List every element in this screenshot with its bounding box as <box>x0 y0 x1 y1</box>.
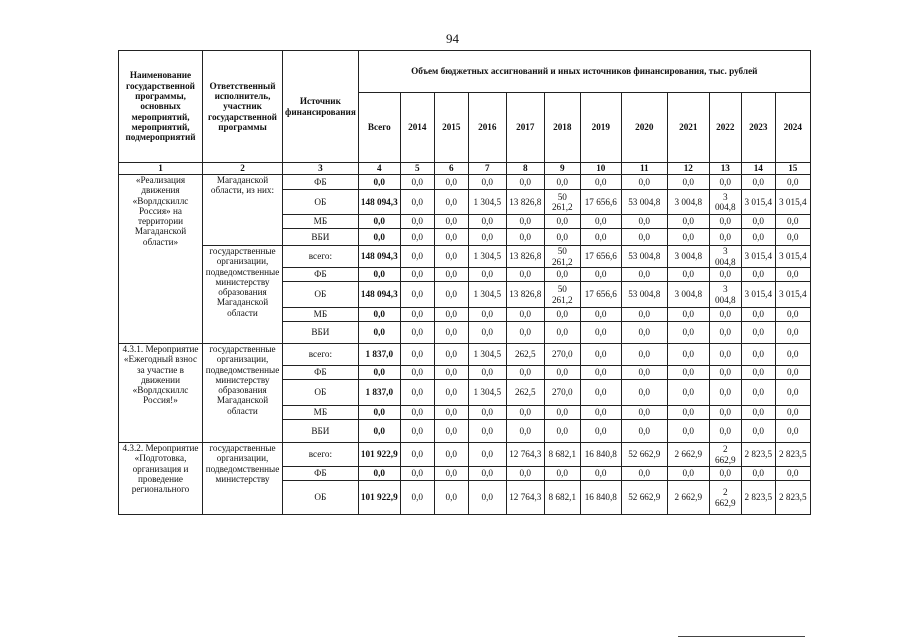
source-cell: ОБ <box>283 380 359 406</box>
value-cell: 0,0 <box>667 215 709 229</box>
value-cell: 0,0 <box>468 467 506 481</box>
table-row <box>119 443 811 467</box>
column-number: 12 <box>667 163 709 175</box>
value-cell: 0,0 <box>468 406 506 420</box>
value-cell: 0,0 <box>775 229 810 246</box>
value-cell: 0,0 <box>775 175 810 190</box>
value-cell: 0,0 <box>434 175 468 190</box>
value-cell: 0,0 <box>621 366 667 380</box>
value-cell: 17 656,6 <box>580 190 621 215</box>
total-cell: 148 094,3 <box>358 282 400 308</box>
value-cell: 1 304,5 <box>468 246 506 268</box>
program-name: 4.3.1. Мероприятие «Ежегодный взнос за участие в движении «Ворлдскиллс Россия!» <box>119 344 203 443</box>
program-name: 4.3.2. Мероприятие «Подготовка, организация и проведение регионального <box>119 443 203 515</box>
year-header: 2017 <box>506 93 544 163</box>
value-cell: 13 826,8 <box>506 190 544 215</box>
value-cell: 13 826,8 <box>506 282 544 308</box>
year-header: 2018 <box>544 93 580 163</box>
column-number: 15 <box>775 163 810 175</box>
value-cell: 0,0 <box>775 268 810 282</box>
column-number: 2 <box>203 163 283 175</box>
value-cell: 0,0 <box>580 215 621 229</box>
value-cell: 2 823,5 <box>741 481 775 515</box>
value-cell: 0,0 <box>544 366 580 380</box>
value-cell: 1 304,5 <box>468 380 506 406</box>
value-cell: 0,0 <box>775 322 810 344</box>
value-cell: 0,0 <box>709 175 741 190</box>
value-cell: 0,0 <box>580 175 621 190</box>
column-number: 10 <box>580 163 621 175</box>
value-cell: 0,0 <box>667 406 709 420</box>
value-cell: 0,0 <box>434 268 468 282</box>
value-cell: 8 682,1 <box>544 443 580 467</box>
value-cell: 0,0 <box>741 215 775 229</box>
total-cell: 0,0 <box>358 406 400 420</box>
total-cell: 0,0 <box>358 229 400 246</box>
value-cell: 262,5 <box>506 380 544 406</box>
value-cell: 0,0 <box>400 481 434 515</box>
source-cell: ВБИ <box>283 229 359 246</box>
value-cell: 0,0 <box>400 406 434 420</box>
value-cell: 3 004,8 <box>709 282 741 308</box>
value-cell: 52 662,9 <box>621 443 667 467</box>
value-cell: 50 261,2 <box>544 190 580 215</box>
value-cell: 0,0 <box>580 420 621 443</box>
value-cell: 0,0 <box>621 322 667 344</box>
column-number: 14 <box>741 163 775 175</box>
value-cell: 0,0 <box>667 344 709 366</box>
value-cell: 3 015,4 <box>741 282 775 308</box>
value-cell: 0,0 <box>434 215 468 229</box>
column-number: 1 <box>119 163 203 175</box>
source-cell: ОБ <box>283 481 359 515</box>
value-cell: 0,0 <box>468 481 506 515</box>
value-cell: 0,0 <box>741 467 775 481</box>
value-cell: 0,0 <box>667 467 709 481</box>
value-cell: 0,0 <box>400 246 434 268</box>
year-header: 2014 <box>400 93 434 163</box>
total-cell: 0,0 <box>358 467 400 481</box>
value-cell: 3 004,8 <box>709 246 741 268</box>
value-cell: 0,0 <box>741 420 775 443</box>
executor-name: Магаданской области, из них: <box>203 175 283 246</box>
value-cell: 0,0 <box>775 308 810 322</box>
column-number: 5 <box>400 163 434 175</box>
total-cell: 0,0 <box>358 268 400 282</box>
value-cell: 0,0 <box>400 420 434 443</box>
value-cell: 0,0 <box>621 420 667 443</box>
value-cell: 0,0 <box>741 406 775 420</box>
value-cell: 0,0 <box>544 175 580 190</box>
total-cell: 1 837,0 <box>358 344 400 366</box>
value-cell: 12 764,3 <box>506 481 544 515</box>
value-cell: 0,0 <box>400 467 434 481</box>
value-cell: 0,0 <box>775 344 810 366</box>
column-number: 13 <box>709 163 741 175</box>
value-cell: 0,0 <box>580 406 621 420</box>
value-cell: 0,0 <box>621 467 667 481</box>
source-cell: МБ <box>283 406 359 420</box>
value-cell: 0,0 <box>667 322 709 344</box>
value-cell: 0,0 <box>621 268 667 282</box>
value-cell: 3 004,8 <box>667 282 709 308</box>
source-cell: ВБИ <box>283 420 359 443</box>
value-cell: 0,0 <box>434 308 468 322</box>
value-cell: 0,0 <box>709 420 741 443</box>
value-cell: 0,0 <box>468 308 506 322</box>
value-cell: 270,0 <box>544 344 580 366</box>
header-volume: Объем бюджетных ассигнований и иных источников финансирования, тыс. рублей <box>358 51 810 93</box>
value-cell: 0,0 <box>468 229 506 246</box>
value-cell: 0,0 <box>544 467 580 481</box>
source-cell: МБ <box>283 308 359 322</box>
value-cell: 0,0 <box>667 420 709 443</box>
value-cell: 0,0 <box>400 322 434 344</box>
column-number: 8 <box>506 163 544 175</box>
year-header: 2015 <box>434 93 468 163</box>
value-cell: 3 015,4 <box>775 246 810 268</box>
year-header: Всего <box>358 93 400 163</box>
total-cell: 0,0 <box>358 322 400 344</box>
value-cell: 0,0 <box>580 366 621 380</box>
value-cell: 1 304,5 <box>468 190 506 215</box>
value-cell: 0,0 <box>709 380 741 406</box>
value-cell: 53 004,8 <box>621 190 667 215</box>
total-cell: 0,0 <box>358 308 400 322</box>
value-cell: 0,0 <box>506 322 544 344</box>
value-cell: 0,0 <box>468 268 506 282</box>
value-cell: 3 015,4 <box>775 190 810 215</box>
value-cell: 0,0 <box>709 406 741 420</box>
value-cell: 13 826,8 <box>506 246 544 268</box>
value-cell: 0,0 <box>580 467 621 481</box>
value-cell: 50 261,2 <box>544 282 580 308</box>
value-cell: 2 662,9 <box>709 443 741 467</box>
value-cell: 0,0 <box>544 406 580 420</box>
source-cell: ФБ <box>283 366 359 380</box>
table-row <box>119 344 811 366</box>
value-cell: 0,0 <box>434 282 468 308</box>
value-cell: 0,0 <box>434 344 468 366</box>
header-executor: Ответственный исполнитель, участник государственной программы <box>203 51 283 163</box>
value-cell: 0,0 <box>434 229 468 246</box>
value-cell: 0,0 <box>544 215 580 229</box>
year-header: 2024 <box>775 93 810 163</box>
total-cell: 101 922,9 <box>358 481 400 515</box>
source-cell: ФБ <box>283 268 359 282</box>
value-cell: 0,0 <box>434 246 468 268</box>
value-cell: 0,0 <box>400 344 434 366</box>
value-cell: 0,0 <box>667 229 709 246</box>
value-cell: 0,0 <box>621 406 667 420</box>
year-header: 2022 <box>709 93 741 163</box>
source-cell: ВБИ <box>283 322 359 344</box>
value-cell: 0,0 <box>709 308 741 322</box>
value-cell: 0,0 <box>506 268 544 282</box>
column-number: 6 <box>434 163 468 175</box>
total-cell: 1 837,0 <box>358 380 400 406</box>
value-cell: 52 662,9 <box>621 481 667 515</box>
value-cell: 0,0 <box>434 322 468 344</box>
value-cell: 0,0 <box>775 215 810 229</box>
total-cell: 0,0 <box>358 215 400 229</box>
value-cell: 0,0 <box>400 282 434 308</box>
value-cell: 0,0 <box>468 322 506 344</box>
value-cell: 0,0 <box>580 344 621 366</box>
value-cell: 270,0 <box>544 380 580 406</box>
year-header: 2021 <box>667 93 709 163</box>
value-cell: 0,0 <box>709 268 741 282</box>
value-cell: 0,0 <box>400 443 434 467</box>
header-program: Наименование государственной программы, основных мероприятий, мероприятий, подмероприятий <box>119 51 203 163</box>
total-cell: 148 094,3 <box>358 190 400 215</box>
value-cell: 0,0 <box>544 268 580 282</box>
source-cell: ОБ <box>283 282 359 308</box>
value-cell: 0,0 <box>741 344 775 366</box>
value-cell: 0,0 <box>775 467 810 481</box>
value-cell: 2 662,9 <box>667 443 709 467</box>
table-row <box>119 246 811 268</box>
value-cell: 53 004,8 <box>621 282 667 308</box>
value-cell: 50 261,2 <box>544 246 580 268</box>
total-cell: 0,0 <box>358 420 400 443</box>
value-cell: 0,0 <box>580 268 621 282</box>
value-cell: 0,0 <box>400 380 434 406</box>
value-cell: 0,0 <box>741 268 775 282</box>
value-cell: 0,0 <box>468 175 506 190</box>
executor-name: государственные организации, подведомственные министерству <box>203 443 283 515</box>
value-cell: 17 656,6 <box>580 282 621 308</box>
value-cell: 0,0 <box>544 308 580 322</box>
value-cell: 0,0 <box>506 366 544 380</box>
value-cell: 16 840,8 <box>580 481 621 515</box>
value-cell: 0,0 <box>621 344 667 366</box>
year-header: 2023 <box>741 93 775 163</box>
value-cell: 0,0 <box>741 322 775 344</box>
value-cell: 0,0 <box>434 406 468 420</box>
value-cell: 0,0 <box>741 308 775 322</box>
value-cell: 8 682,1 <box>544 481 580 515</box>
value-cell: 0,0 <box>741 380 775 406</box>
column-number: 4 <box>358 163 400 175</box>
financing-table <box>118 50 811 515</box>
value-cell: 2 662,9 <box>709 481 741 515</box>
total-cell: 101 922,9 <box>358 443 400 467</box>
footer-rule <box>678 636 805 637</box>
value-cell: 0,0 <box>621 175 667 190</box>
value-cell: 0,0 <box>667 308 709 322</box>
column-number: 11 <box>621 163 667 175</box>
source-cell: ФБ <box>283 467 359 481</box>
value-cell: 0,0 <box>667 268 709 282</box>
value-cell: 0,0 <box>544 322 580 344</box>
value-cell: 0,0 <box>434 190 468 215</box>
value-cell: 0,0 <box>400 190 434 215</box>
value-cell: 0,0 <box>400 229 434 246</box>
value-cell: 0,0 <box>667 175 709 190</box>
value-cell: 0,0 <box>709 366 741 380</box>
executor-name: государственные организации, подведомственные министерству образования Магаданской области <box>203 246 283 344</box>
year-header: 2020 <box>621 93 667 163</box>
value-cell: 0,0 <box>468 366 506 380</box>
value-cell: 0,0 <box>434 380 468 406</box>
value-cell: 0,0 <box>506 229 544 246</box>
value-cell: 3 004,8 <box>667 246 709 268</box>
total-cell: 148 094,3 <box>358 246 400 268</box>
value-cell: 0,0 <box>506 406 544 420</box>
source-cell: ФБ <box>283 175 359 190</box>
value-cell: 0,0 <box>709 344 741 366</box>
value-cell: 0,0 <box>400 268 434 282</box>
value-cell: 0,0 <box>400 366 434 380</box>
value-cell: 17 656,6 <box>580 246 621 268</box>
value-cell: 0,0 <box>400 215 434 229</box>
executor-name: государственные организации, подведомственные министерству образования Магаданской области <box>203 344 283 443</box>
value-cell: 0,0 <box>544 229 580 246</box>
value-cell: 0,0 <box>709 215 741 229</box>
total-cell: 0,0 <box>358 366 400 380</box>
value-cell: 3 004,8 <box>709 190 741 215</box>
value-cell: 0,0 <box>709 229 741 246</box>
value-cell: 0,0 <box>468 420 506 443</box>
value-cell: 0,0 <box>775 420 810 443</box>
value-cell: 0,0 <box>506 420 544 443</box>
value-cell: 0,0 <box>580 322 621 344</box>
value-cell: 0,0 <box>506 308 544 322</box>
value-cell: 0,0 <box>544 420 580 443</box>
value-cell: 1 304,5 <box>468 282 506 308</box>
value-cell: 2 823,5 <box>741 443 775 467</box>
table-row <box>119 175 811 190</box>
value-cell: 0,0 <box>775 406 810 420</box>
column-number: 9 <box>544 163 580 175</box>
source-cell: всего: <box>283 246 359 268</box>
column-number: 7 <box>468 163 506 175</box>
source-cell: всего: <box>283 443 359 467</box>
value-cell: 0,0 <box>434 443 468 467</box>
value-cell: 0,0 <box>667 380 709 406</box>
header-source: Источник финансирования <box>283 51 359 163</box>
value-cell: 0,0 <box>709 467 741 481</box>
value-cell: 3 015,4 <box>741 190 775 215</box>
value-cell: 3 015,4 <box>741 246 775 268</box>
value-cell: 0,0 <box>506 467 544 481</box>
value-cell: 0,0 <box>400 308 434 322</box>
value-cell: 0,0 <box>709 322 741 344</box>
value-cell: 0,0 <box>506 175 544 190</box>
value-cell: 0,0 <box>580 308 621 322</box>
value-cell: 0,0 <box>468 215 506 229</box>
value-cell: 0,0 <box>434 420 468 443</box>
value-cell: 16 840,8 <box>580 443 621 467</box>
year-header: 2019 <box>580 93 621 163</box>
value-cell: 53 004,8 <box>621 246 667 268</box>
value-cell: 2 823,5 <box>775 481 810 515</box>
total-cell: 0,0 <box>358 175 400 190</box>
program-name: «Реализация движения «Ворлдскиллс Россия» на территории Магаданской области» <box>119 175 203 344</box>
year-header: 2016 <box>468 93 506 163</box>
value-cell: 0,0 <box>621 215 667 229</box>
value-cell: 0,0 <box>621 308 667 322</box>
value-cell: 0,0 <box>667 366 709 380</box>
value-cell: 0,0 <box>580 229 621 246</box>
source-cell: ОБ <box>283 190 359 215</box>
value-cell: 0,0 <box>434 366 468 380</box>
value-cell: 3 004,8 <box>667 190 709 215</box>
value-cell: 0,0 <box>434 467 468 481</box>
value-cell: 0,0 <box>621 380 667 406</box>
value-cell: 0,0 <box>775 380 810 406</box>
value-cell: 0,0 <box>741 366 775 380</box>
source-cell: всего: <box>283 344 359 366</box>
value-cell: 0,0 <box>621 229 667 246</box>
value-cell: 3 015,4 <box>775 282 810 308</box>
value-cell: 0,0 <box>400 175 434 190</box>
source-cell: МБ <box>283 215 359 229</box>
value-cell: 12 764,3 <box>506 443 544 467</box>
value-cell: 2 823,5 <box>775 443 810 467</box>
value-cell: 262,5 <box>506 344 544 366</box>
value-cell: 2 662,9 <box>667 481 709 515</box>
value-cell: 0,0 <box>741 175 775 190</box>
value-cell: 0,0 <box>580 380 621 406</box>
value-cell: 1 304,5 <box>468 344 506 366</box>
value-cell: 0,0 <box>741 229 775 246</box>
column-number: 3 <box>283 163 359 175</box>
value-cell: 0,0 <box>468 443 506 467</box>
value-cell: 0,0 <box>434 481 468 515</box>
value-cell: 0,0 <box>506 215 544 229</box>
value-cell: 0,0 <box>775 366 810 380</box>
page-number: 94 <box>446 31 459 46</box>
